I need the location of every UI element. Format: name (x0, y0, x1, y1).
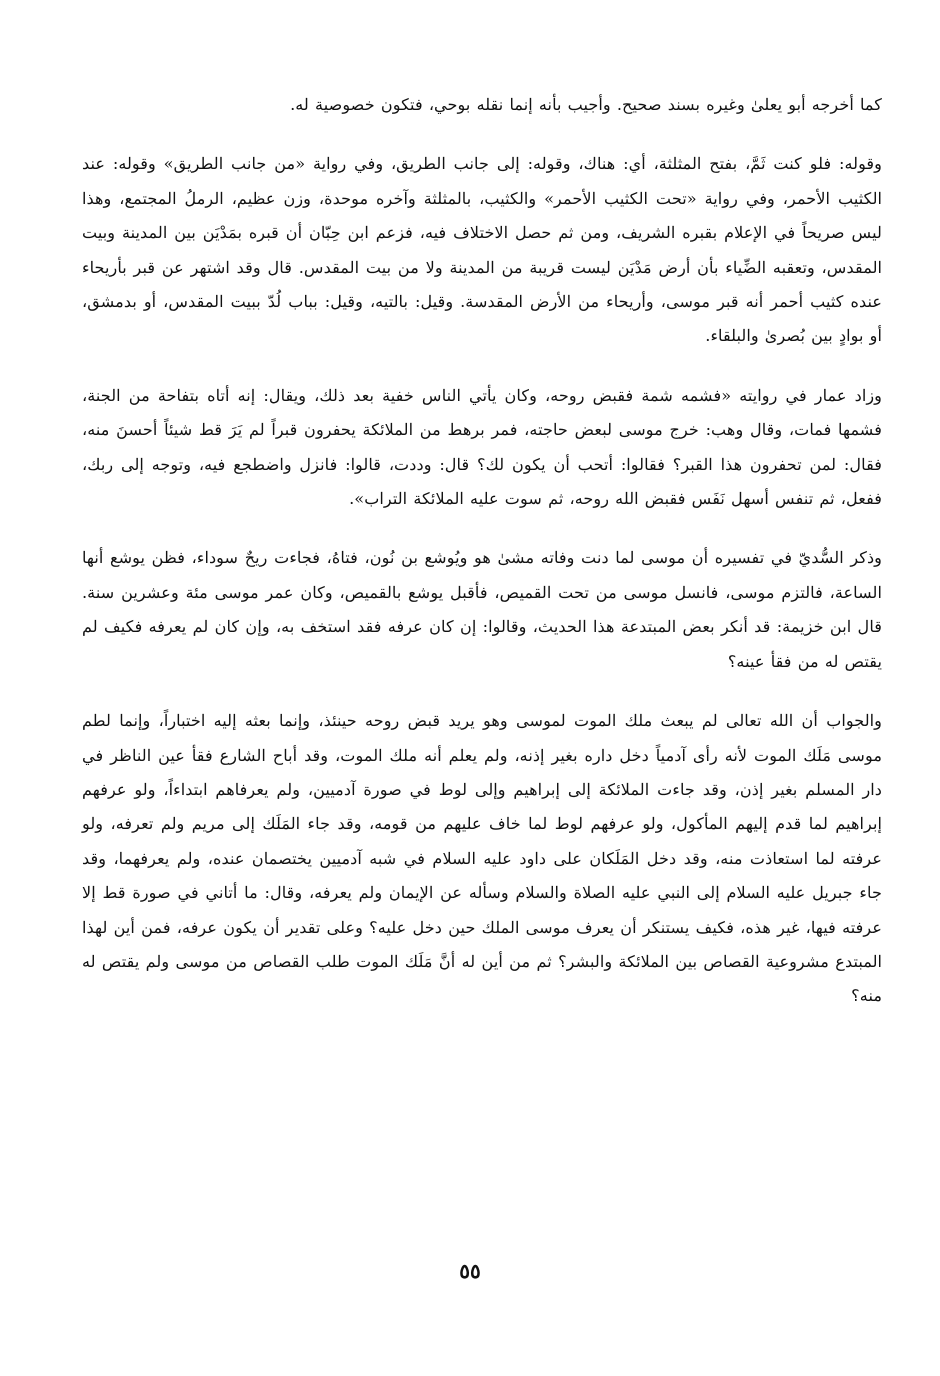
paragraph-1: كما أخرجه أبو يعلىٰ وغيره بسند صحيح. وأجيب بأنه إنما نقله بوحي، فتكون خصوصية له. (290, 95, 882, 114)
body-text (82, 88, 882, 1039)
paragraph-3: وزاد عمار في روايته «فشمه شمة فقبض روحه، وكان يأتي الناس خفية بعد ذلك، ويقال: إنه أتاه بتفاحة من الجنة، فشمها فمات، وقال وهب: خرج موسى لبعض حاجته، فمر برهط من الملائكة يحفرون قبراً لم يَرَ قط شيئاً أحسنَ منه، فقال: لمن تحفرون هذا القبر؟ فقالوا: أتحب أن يكون لك؟ قال: وددت، قالوا: فانزل واضطجع فيه، وتوجه إلى ربك، ففعل، ثم تنفس أسهل نَفَس فقبض الله روحه، ثم سوت عليه الملائكة التراب». (82, 385, 882, 509)
paragraph-2: وقوله: فلو كنت ثَمَّ، بفتح المثلثة، أي: هناك، وقوله: إلى جانب الطريق، وفي رواية «من جانب الطريق» وقوله: عند الكثيب الأحمر، وفي رواية «تحت الكثيب الأحمر» والكثيب، بالمثلثة وآخره موحدة، وزن عظيم، الرملُ المجتمع، وهذا ليس صريحاً في الإعلام بقبره الشريف، ومن ثم حصل الاختلاف فيه، فزعم ابن حِبّان أن قبره بمَدْيَن بين المدينة وبيت المقدس، وتعقبه الضِّياء بأن أرض مَدْيَن ليست قريبة من المدينة ولا من بيت المقدس. قال وقد اشتهر عن قبر بأريحاء عنده كثيب أحمر أنه قبر موسى، وأريحاء من الأرض المقدسة. وقيل: بالتيه، وقيل: بباب لُدّ ببيت المقدس، أو بدمشق، أو بوادٍ بين بُصرىٰ والبلقاء. (82, 154, 882, 346)
paragraph-4: وذكر السُّديّ في تفسيره أن موسى لما دنت وفاته مشىٰ هو ويُوشع بن نُون، فتاهُ، فجاءت ريحٌ سوداء، فظن يوشع أنها الساعة، فالتزم موسى، فانسل موسى من تحت القميص، فأقبل يوشع بالقميص، وكان عمر موسى مئة وعشرين سنة. قال ابن خزيمة: قد أنكر بعض المبتدعة هذا الحديث، وقالوا: إن كان عرفه فقد استخف به، وإن كان لم يعرفه فكيف لم يقتص له من فقأ عينه؟ (82, 548, 882, 671)
paragraph-5: والجواب أن الله تعالى لم يبعث ملك الموت لموسى وهو يريد قبض روحه حينئذ، وإنما بعثه إليه اختباراً، وإنما لطم موسى مَلَك الموت لأنه رأى آدمياً دخل داره بغير إذنه، ولم يعلم أنه ملك الموت، وقد أباح الشارع فقأ عين الناظر في دار المسلم بغير إذن، وقد جاءت الملائكة إلى إبراهيم وإلى لوط في صورة آدميين، ولم يعرفاهم ابتداءاً، ولو عرفهم إبراهيم لما قدم إليهم المأكول، ولو عرفهم لوط لما خاف عليهم من قومه، وقد جاء المَلَك إلى مريم ولم تعرفه، ولو عرفته لما استعاذت منه، وقد دخل المَلَكان على داود عليه السلام في شبه آدميين يختصمان عنده، ولم يعرفهما، وقد جاء جبريل عليه السلام إلى النبي عليه الصلاة والسلام وسأله عن الإيمان ولم يعرفه، وقال: ما أتاني في صورة قط إلا عرفته فيها، غير هذه، فكيف يستنكر أن يعرف موسى الملك حين دخل عليه؟ وعلى تقدير أن يكون عرفه، فمن أين لهذا المبتدع مشروعية القصاص بين الملائكة والبشر؟ ثم من أين له أنَّ مَلَك الموت طلب القصاص من موسى ولم يقتص له منه؟ (82, 711, 882, 1006)
page-number: ٥٥ (459, 1259, 481, 1283)
